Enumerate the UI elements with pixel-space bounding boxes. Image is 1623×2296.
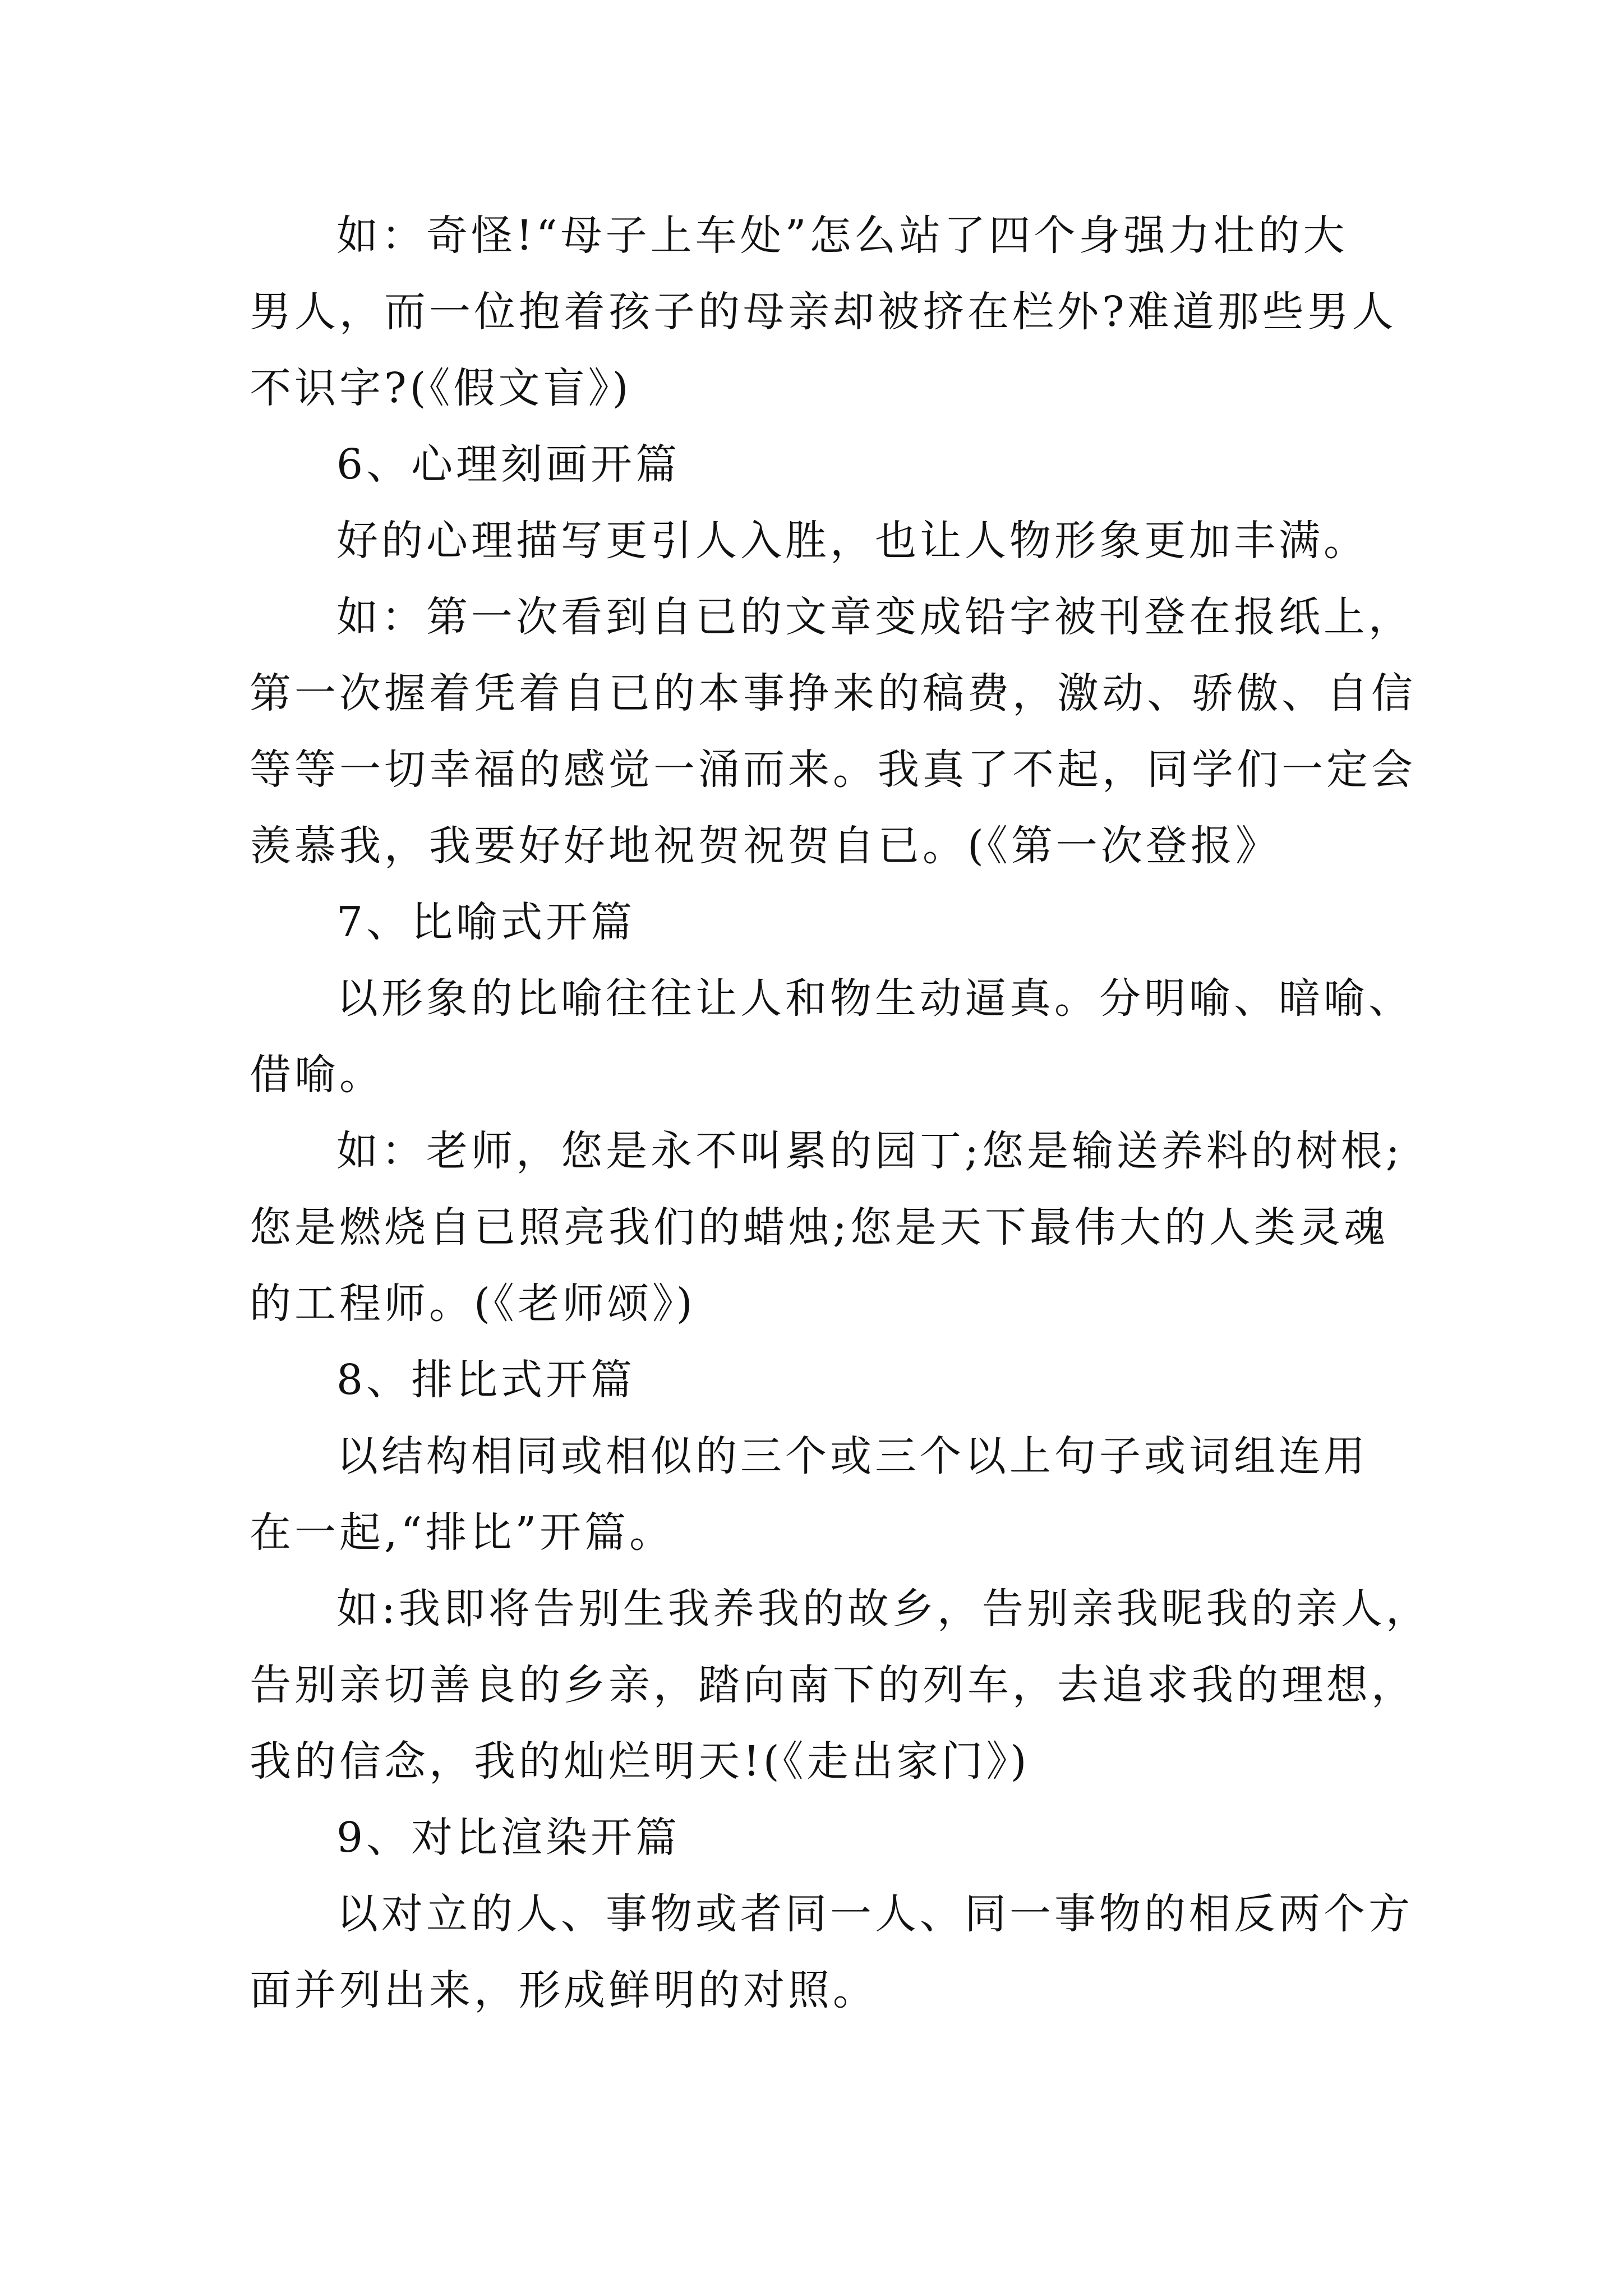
text-line: 如：奇怪!“母子上车处”怎么站了四个身强力壮的大: [336, 211, 1348, 260]
text-line: 以对立的人、事物或者同一人、同一事物的相反两个方: [336, 1890, 1413, 1938]
document-body: [250, 197, 1431, 2028]
text-line: 不识字?(《假文盲》): [250, 364, 632, 412]
text-line: 告别亲切善良的乡亲，踏向南下的列车，去追求我的理想，: [250, 1661, 1416, 1709]
text-line: 面并列出来，形成鲜明的对照。: [250, 1966, 878, 2014]
text-line: 等等一切幸福的感觉一涌而来。我真了不起，同学们一定会: [250, 746, 1416, 794]
text-line: 如：老师，您是永不叫累的园丁;您是输送养料的树根;: [336, 1127, 1403, 1175]
text-line: 如:我即将告别生我养我的故乡，告别亲我昵我的亲人，: [336, 1585, 1431, 1633]
text-line: 好的心理描写更引人入胜，也让人物形象更加丰满。: [336, 517, 1368, 565]
text-line: 借喻。: [250, 1051, 384, 1099]
section-heading: 8、排比式开篇: [336, 1356, 636, 1404]
text-line: 在一起,“排比”开篇。: [250, 1508, 675, 1557]
text-line: 的工程师。(《老师颂》): [250, 1280, 696, 1328]
text-line: 羡慕我，我要好好地祝贺祝贺自已。(《第一次登报》: [250, 822, 1280, 870]
text-line: 您是燃烧自已照亮我们的蜡烛;您是天下最伟大的人类灵魂: [250, 1203, 1389, 1251]
text-line: 男人，而一位抱着孩子的母亲却被挤在栏外?难道那些男人: [250, 288, 1397, 336]
section-heading: 7、比喻式开篇: [336, 898, 636, 946]
section-heading: 6、心理刻画开篇: [336, 440, 681, 489]
text-line: 以形象的比喻往往让人和物生动逼真。分明喻、暗喻、: [336, 974, 1413, 1023]
text-line: 如：第一次看到自已的文章变成铅字被刊登在报纸上，: [336, 593, 1413, 641]
text-line: 我的信念，我的灿烂明天!(《走出家门》): [250, 1737, 1030, 1786]
text-line: 第一次握着凭着自已的本事挣来的稿费，激动、骄傲、自信: [250, 669, 1416, 717]
section-heading: 9、对比渲染开篇: [336, 1814, 681, 1862]
text-line: 以结构相同或相似的三个或三个以上句子或词组连用: [336, 1432, 1368, 1480]
